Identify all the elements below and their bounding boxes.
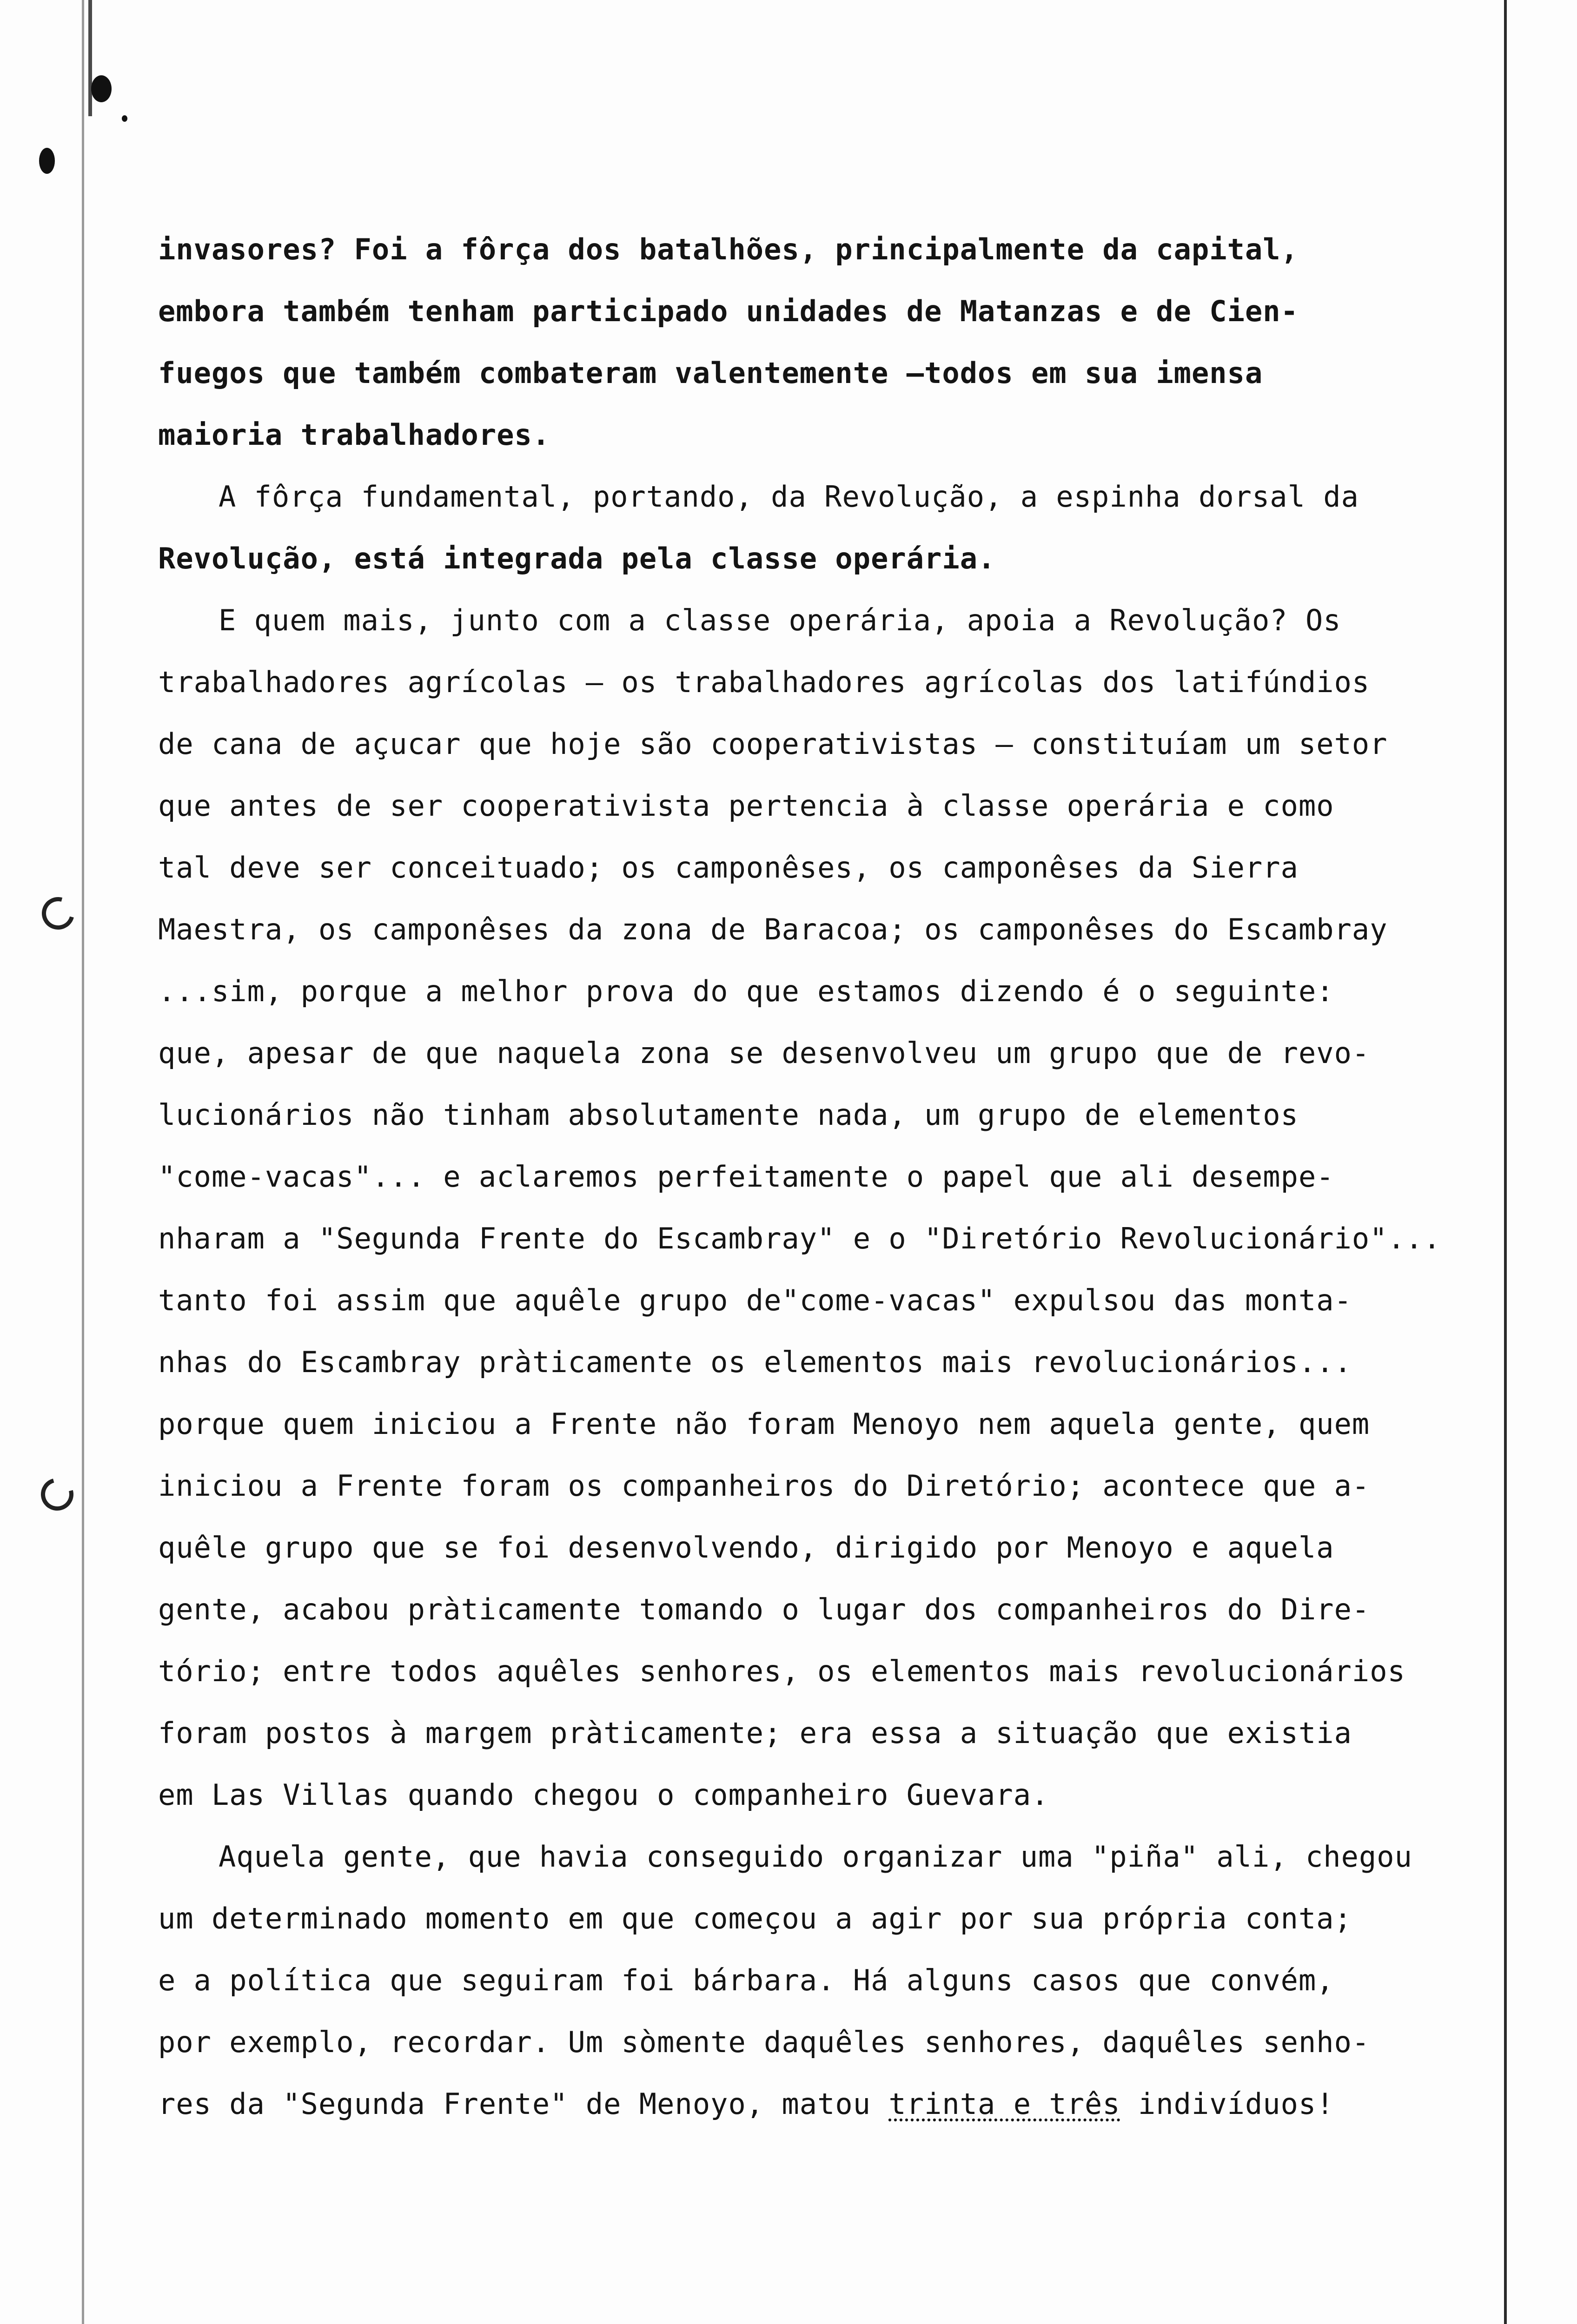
text-run: res da "Segunda Frente" de Menoyo, matou [158, 2087, 889, 2121]
text-line [158, 1331, 1506, 1393]
text-run: em Las Villas quando chegou o companheiro Guevara. [158, 1778, 1049, 1812]
text-line [158, 1949, 1506, 2011]
text-run: e a política que seguiram foi bárbara. Há alguns casos que convém, [158, 1963, 1334, 1997]
text-line [158, 1269, 1506, 1331]
text-line [158, 898, 1506, 960]
text-run: um determinado momento em que começou a agir por sua própria conta; [158, 1901, 1352, 1935]
text-run: A fôrça fundamental, portando, da Revolução, a espinha dorsal da [219, 480, 1359, 514]
text-line [158, 280, 1506, 342]
ink-blot [39, 148, 55, 174]
text-line [158, 342, 1506, 404]
ink-blot [91, 75, 112, 102]
text-line [158, 960, 1506, 1022]
text-run: indivíduos! [1120, 2087, 1334, 2121]
text-line [158, 1393, 1506, 1455]
text-line [158, 1084, 1506, 1146]
text-line [158, 837, 1506, 898]
text-run: lucionários não tinham absolutamente nada, um grupo de elementos [158, 1098, 1299, 1132]
text-run: nharam a "Segunda Frente do Escambray" e o "Diretório Revolucionário"... [158, 1221, 1441, 1255]
text-line [158, 1702, 1506, 1764]
text-run: que, apesar de que naquela zona se desenvolveu um grupo que de revo- [158, 1036, 1370, 1070]
text-line [158, 1208, 1506, 1269]
punch-hole-mark [36, 891, 80, 936]
text-line [158, 1146, 1506, 1208]
text-line [158, 528, 1506, 589]
text-line [158, 1455, 1506, 1517]
text-line [158, 1578, 1506, 1640]
text-run: de cana de açucar que hoje são cooperativistas — constituíam um setor [158, 727, 1388, 761]
top-left-mark [88, 0, 92, 116]
text-run: ...sim, porque a melhor prova do que estamos dizendo é o seguinte: [158, 974, 1334, 1008]
typewritten-text [158, 218, 1506, 2135]
text-run: foram postos à margem pràticamente; era essa a situação que existia [158, 1716, 1352, 1750]
text-run: maioria trabalhadores. [158, 418, 550, 452]
left-margin-rule [82, 0, 84, 2324]
text-run: tanto foi assim que aquêle grupo de"come-vacas" expulsou das monta- [158, 1283, 1352, 1317]
text-line [158, 466, 1506, 528]
text-line [158, 1826, 1506, 1888]
text-run: iniciou a Frente foram os companheiros do Diretório; acontece que a- [158, 1469, 1370, 1503]
text-line [158, 1022, 1506, 1084]
text-run: que antes de ser cooperativista pertencia à classe operária e como [158, 789, 1334, 823]
text-run: invasores? Foi a fôrça dos batalhões, principalmente da capital, [158, 232, 1299, 266]
text-line [158, 1764, 1506, 1826]
underlined-text: trinta e três [888, 2087, 1120, 2121]
text-line [158, 1517, 1506, 1578]
text-run: Revolução, está integrada pela classe operária. [158, 541, 996, 575]
text-line [158, 713, 1506, 775]
text-line [158, 218, 1506, 280]
text-run: fuegos que também combateram valentemente —todos em sua imensa [158, 356, 1263, 390]
text-line [158, 2073, 1506, 2135]
punch-hole-mark [35, 1472, 80, 1517]
text-run: quêle grupo que se foi desenvolvendo, dirigido por Menoyo e aquela [158, 1531, 1334, 1565]
text-run: E quem mais, junto com a classe operária, apoia a Revolução? Os [219, 603, 1341, 637]
text-run: embora também tenham participado unidades de Matanzas e de Cien- [158, 294, 1299, 328]
text-run: Maestra, os camponêses da zona de Baracoa; os camponêses do Escambray [158, 912, 1388, 946]
text-line [158, 589, 1506, 651]
text-run: trabalhadores agrícolas — os trabalhadores agrícolas dos latifúndios [158, 665, 1370, 699]
text-line [158, 1640, 1506, 1702]
text-line [158, 775, 1506, 837]
text-run: por exemplo, recordar. Um sòmente daquêles senhores, daquêles senho- [158, 2025, 1370, 2059]
text-run: nhas do Escambray pràticamente os elementos mais revolucionários... [158, 1345, 1352, 1379]
text-run: porque quem iniciou a Frente não foram Menoyo nem aquela gente, quem [158, 1407, 1370, 1441]
text-line [158, 2011, 1506, 2073]
text-line [158, 651, 1506, 713]
text-run: Aquela gente, que havia conseguido organizar uma "piña" ali, chegou [219, 1840, 1412, 1874]
text-run: "come-vacas"... e aclaremos perfeitamente o papel que ali desempe- [158, 1160, 1334, 1194]
text-run: tório; entre todos aquêles senhores, os elementos mais revolucionários [158, 1654, 1405, 1688]
text-run: gente, acabou pràticamente tomando o lugar dos companheiros do Dire- [158, 1592, 1370, 1626]
text-run: tal deve ser conceituado; os camponêses, os camponêses da Sierra [158, 851, 1299, 885]
text-line [158, 1888, 1506, 1949]
text-line [158, 404, 1506, 466]
ink-dot [122, 115, 127, 122]
